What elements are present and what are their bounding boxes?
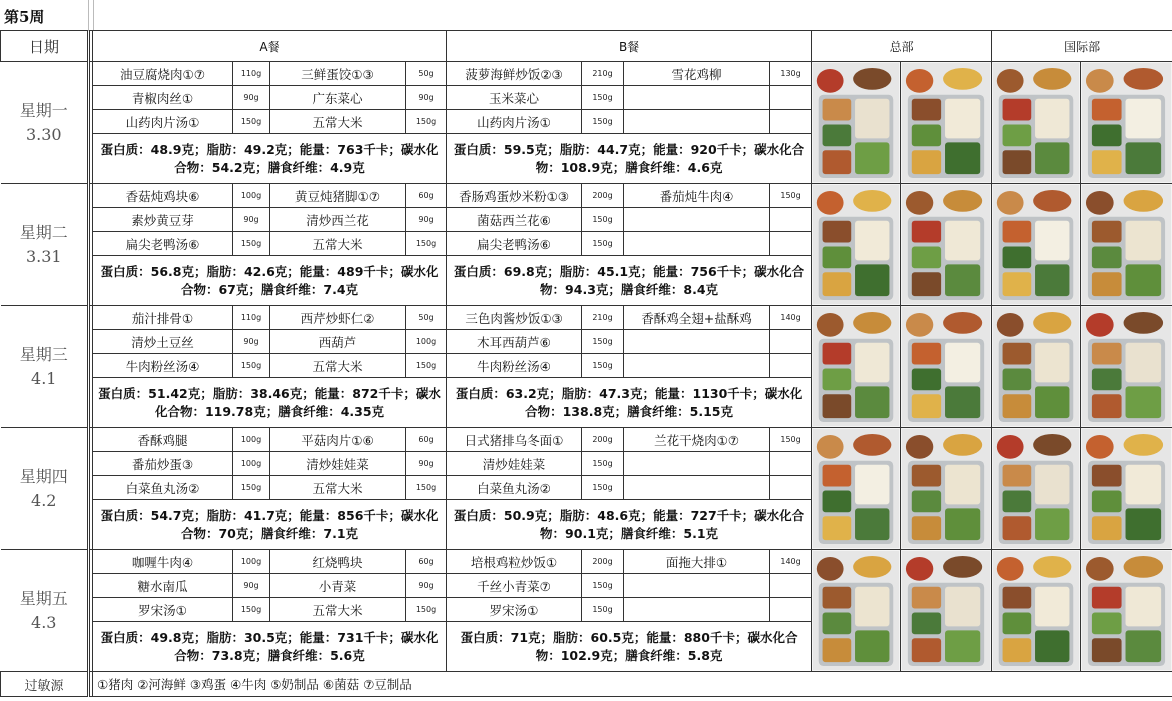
a-meal-dish: 西芹炒虾仁②: [270, 306, 406, 330]
hq-photo-a: [813, 551, 899, 670]
a-meal-weight: 150g: [406, 232, 447, 256]
dish-row: [1, 306, 1172, 330]
a-meal-weight: 60g: [406, 428, 447, 452]
a-meal-weight: 150g: [233, 232, 270, 256]
a-meal-dish: 五常大米: [270, 354, 406, 378]
b-meal-weight: 150g: [582, 598, 624, 622]
b-meal-weight: 140g: [770, 550, 812, 574]
a-meal-dish: 素炒黄豆芽: [93, 208, 233, 232]
day-name: 星期三: [19, 344, 68, 364]
hq-photo-a-cell: [812, 62, 901, 184]
hq-photo-a-cell: [812, 550, 901, 672]
a-meal-header: A餐: [93, 31, 447, 62]
a-meal-dish: 油豆腐烧肉①⑦: [93, 62, 233, 86]
a-meal-weight: 90g: [233, 330, 270, 354]
b-meal-dish: 香肠鸡蛋炒米粉①③: [447, 184, 582, 208]
b-meal-weight: 210g: [582, 306, 624, 330]
hq-photo-b-cell: [901, 428, 992, 550]
intl-photo-b: [1082, 307, 1171, 426]
a-meal-weight: 150g: [233, 354, 270, 378]
a-meal-nutrition: 蛋白质：56.8克；脂肪：42.6克；能量：489千卡；碳水化合物：67克；膳食纤维：7.4克: [93, 256, 447, 306]
b-meal-weight: 150g: [770, 428, 812, 452]
b-meal-weight: [770, 598, 812, 622]
a-meal-nutrition: 蛋白质：49.8克；脂肪：30.5克；能量：731千卡；碳水化合物：73.8克；膳食纤维：5.6克: [93, 622, 447, 672]
b-meal-dish: 罗宋汤①: [447, 598, 582, 622]
day-name: 星期一: [19, 100, 68, 120]
b-meal-dish: 千丝小青菜⑦: [447, 574, 582, 598]
b-meal-dish: [624, 232, 770, 256]
a-meal-nutrition: 蛋白质：54.7克；脂肪：41.7克；能量：856千卡；碳水化合物：70克；膳食纤维：7.1克: [93, 500, 447, 550]
day-cell: [1, 184, 89, 306]
b-meal-dish: [624, 574, 770, 598]
b-meal-dish: 玉米菜心: [447, 86, 582, 110]
intl-photo-a-cell: [992, 184, 1081, 306]
b-meal-weight: [770, 452, 812, 476]
intl-photo-a: [993, 429, 1079, 548]
b-meal-weight: [770, 110, 812, 134]
b-meal-dish: [624, 208, 770, 232]
a-meal-dish: 三鲜蛋饺①③: [270, 62, 406, 86]
a-meal-dish: 平菇肉片①⑥: [270, 428, 406, 452]
b-meal-dish: 三色肉酱炒饭①③: [447, 306, 582, 330]
a-meal-weight: 90g: [233, 86, 270, 110]
day-cell: [1, 306, 89, 428]
b-meal-weight: 150g: [582, 86, 624, 110]
a-meal-weight: 90g: [406, 86, 447, 110]
a-meal-nutrition: 蛋白质：51.42克；脂肪：38.46克；能量：872千卡；碳水化合物：119.78克；膳食纤维：4.35克: [93, 378, 447, 428]
b-meal-header: B餐: [447, 31, 812, 62]
a-meal-weight: 100g: [233, 550, 270, 574]
b-meal-dish: 白菜鱼丸汤②: [447, 476, 582, 500]
b-meal-dish: [624, 354, 770, 378]
hq-photo-b-cell: [901, 62, 992, 184]
menu-table: [0, 30, 1172, 697]
intl-photo-b: [1082, 551, 1171, 670]
hq-photo-a: [813, 307, 899, 426]
b-meal-dish: [624, 598, 770, 622]
intl-photo-a-cell: [992, 306, 1081, 428]
b-meal-dish: 香酥鸡全翅+盐酥鸡: [624, 306, 770, 330]
a-meal-weight: 150g: [406, 598, 447, 622]
a-meal-weight: 110g: [233, 306, 270, 330]
b-meal-weight: [770, 354, 812, 378]
b-meal-weight: 150g: [770, 184, 812, 208]
dish-row: [1, 428, 1172, 452]
a-meal-weight: 100g: [233, 184, 270, 208]
b-meal-weight: 150g: [582, 574, 624, 598]
a-meal-weight: 150g: [406, 476, 447, 500]
intl-photo-b-cell: [1081, 428, 1172, 550]
a-meal-weight: 150g: [406, 354, 447, 378]
a-meal-weight: 50g: [406, 306, 447, 330]
intl-photo-a-cell: [992, 550, 1081, 672]
a-meal-dish: 小青菜: [270, 574, 406, 598]
a-meal-dish: 咖喱牛肉④: [93, 550, 233, 574]
hq-photo-b: [902, 551, 990, 670]
a-meal-dish: 白菜鱼丸汤②: [93, 476, 233, 500]
b-meal-weight: [770, 574, 812, 598]
day-date: 4.1: [31, 368, 57, 388]
intl-photo-a-cell: [992, 428, 1081, 550]
b-meal-dish: 日式猪排乌冬面①: [447, 428, 582, 452]
intl-photo-a: [993, 307, 1079, 426]
a-meal-dish: 扁尖老鸭汤⑥: [93, 232, 233, 256]
b-meal-dish: [624, 330, 770, 354]
b-meal-nutrition: 蛋白质：63.2克；脂肪：47.3克；能量：1130千卡；碳水化合物：138.8克；膳食纤维：5.15克: [447, 378, 812, 428]
day-date: 4.3: [31, 612, 57, 632]
a-meal-weight: 90g: [406, 452, 447, 476]
a-meal-dish: 西葫芦: [270, 330, 406, 354]
b-meal-weight: [770, 232, 812, 256]
a-meal-dish: 广东菜心: [270, 86, 406, 110]
intl-photo-a-cell: [992, 62, 1081, 184]
b-meal-dish: 菌菇西兰花⑥: [447, 208, 582, 232]
a-meal-weight: 150g: [233, 476, 270, 500]
intl-photo-a: [993, 63, 1079, 182]
b-meal-weight: [770, 476, 812, 500]
hq-photo-b-cell: [901, 184, 992, 306]
b-meal-weight: 150g: [582, 476, 624, 500]
a-meal-dish: 牛肉粉丝汤④: [93, 354, 233, 378]
day-date: 3.31: [25, 246, 62, 266]
day-cell: [1, 550, 89, 672]
hq-photo-b-cell: [901, 550, 992, 672]
b-meal-weight: 140g: [770, 306, 812, 330]
day-date: 4.2: [31, 490, 57, 510]
b-meal-weight: 200g: [582, 550, 624, 574]
hq-photo-a-cell: [812, 428, 901, 550]
b-meal-nutrition: 蛋白质：69.8克；脂肪：45.1克；能量：756千卡；碳水化合物：94.3克；膳食纤维：8.4克: [447, 256, 812, 306]
b-meal-weight: 150g: [582, 110, 624, 134]
intl-photo-b-cell: [1081, 62, 1172, 184]
date-header: 日期: [1, 31, 89, 62]
intl-photo-b-cell: [1081, 306, 1172, 428]
b-meal-dish: 扁尖老鸭汤⑥: [447, 232, 582, 256]
b-meal-dish: [624, 110, 770, 134]
b-meal-weight: 200g: [582, 428, 624, 452]
b-meal-weight: 150g: [582, 330, 624, 354]
hq-photo-a: [813, 63, 899, 182]
intl-photo-b: [1082, 185, 1171, 304]
a-meal-weight: 100g: [406, 330, 447, 354]
a-meal-dish: 山药肉片汤①: [93, 110, 233, 134]
a-meal-nutrition: 蛋白质：48.9克；脂肪：49.2克；能量：763千卡；碳水化合物：54.2克；膳食纤维：4.9克: [93, 134, 447, 184]
a-meal-dish: 清炒土豆丝: [93, 330, 233, 354]
day-name: 星期四: [19, 466, 68, 486]
a-meal-dish: 清炒娃娃菜: [270, 452, 406, 476]
b-meal-dish: 山药肉片汤①: [447, 110, 582, 134]
week-title: 第5周: [4, 8, 45, 26]
b-meal-dish: 清炒娃娃菜: [447, 452, 582, 476]
b-meal-nutrition: 蛋白质：50.9克；脂肪：48.6克；能量：727千卡；碳水化合物：90.1克；膳食纤维：5.1克: [447, 500, 812, 550]
b-meal-dish: 牛肉粉丝汤④: [447, 354, 582, 378]
day-date: 3.30: [25, 124, 62, 144]
b-meal-dish: [624, 452, 770, 476]
a-meal-dish: 香酥鸡腿: [93, 428, 233, 452]
b-meal-dish: [624, 476, 770, 500]
hq-photo-b: [902, 429, 990, 548]
a-meal-weight: 150g: [233, 598, 270, 622]
allergy-legend: ①猪肉 ②河海鲜 ③鸡蛋 ④牛肉 ⑤奶制品 ⑥菌菇 ⑦豆制品: [93, 672, 1172, 697]
a-meal-weight: 150g: [406, 110, 447, 134]
b-meal-weight: [770, 330, 812, 354]
b-meal-weight: 150g: [582, 354, 624, 378]
a-meal-dish: 清炒西兰花: [270, 208, 406, 232]
a-meal-dish: 五常大米: [270, 476, 406, 500]
hq-photo-b: [902, 185, 990, 304]
b-meal-nutrition: 蛋白质：59.5克；脂肪：44.7克；能量：920千卡；碳水化合物：108.9克；膳食纤维：4.6克: [447, 134, 812, 184]
day-cell: [1, 428, 89, 550]
a-meal-weight: 90g: [406, 208, 447, 232]
b-meal-weight: [770, 86, 812, 110]
b-meal-dish: [624, 86, 770, 110]
hq-photo-b: [902, 307, 990, 426]
a-meal-dish: 红烧鸭块: [270, 550, 406, 574]
allergy-label: 过敏源: [1, 672, 89, 697]
b-meal-weight: 130g: [770, 62, 812, 86]
intl-photo-b-cell: [1081, 184, 1172, 306]
b-meal-weight: 200g: [582, 184, 624, 208]
a-meal-dish: 香菇炖鸡块⑥: [93, 184, 233, 208]
intl-photo-b: [1082, 429, 1171, 548]
a-meal-weight: 90g: [233, 574, 270, 598]
b-meal-weight: 150g: [582, 232, 624, 256]
a-meal-weight: 90g: [233, 208, 270, 232]
dish-row: [1, 62, 1172, 86]
a-meal-dish: 罗宋汤①: [93, 598, 233, 622]
title-separator: [88, 0, 94, 30]
b-meal-dish: 番茄炖牛肉④: [624, 184, 770, 208]
hq-photo-b-cell: [901, 306, 992, 428]
hq-header: 总部: [812, 31, 992, 62]
b-meal-weight: 150g: [582, 208, 624, 232]
a-meal-dish: 五常大米: [270, 232, 406, 256]
a-meal-weight: 60g: [406, 550, 447, 574]
day-name: 星期五: [19, 588, 68, 608]
b-meal-dish: 兰花干烧肉①⑦: [624, 428, 770, 452]
a-meal-dish: 番茄炒蛋③: [93, 452, 233, 476]
b-meal-dish: 木耳西葫芦⑥: [447, 330, 582, 354]
hq-photo-a-cell: [812, 184, 901, 306]
b-meal-dish: 面拖大排①: [624, 550, 770, 574]
hq-photo-b: [902, 63, 990, 182]
dish-row: [1, 550, 1172, 574]
hq-photo-a: [813, 429, 899, 548]
a-meal-dish: 五常大米: [270, 598, 406, 622]
a-meal-weight: 150g: [233, 110, 270, 134]
day-name: 星期二: [19, 222, 68, 242]
intl-photo-b: [1082, 63, 1171, 182]
b-meal-weight: 150g: [582, 452, 624, 476]
b-meal-weight: [770, 208, 812, 232]
intl-photo-b-cell: [1081, 550, 1172, 672]
a-meal-weight: 100g: [233, 428, 270, 452]
a-meal-dish: 五常大米: [270, 110, 406, 134]
a-meal-weight: 110g: [233, 62, 270, 86]
hq-photo-a-cell: [812, 306, 901, 428]
day-cell: [1, 62, 89, 184]
intl-photo-a: [993, 551, 1079, 670]
a-meal-dish: 茄汁排骨①: [93, 306, 233, 330]
b-meal-weight: 210g: [582, 62, 624, 86]
title-row: [0, 0, 1172, 31]
a-meal-dish: 青椒肉丝①: [93, 86, 233, 110]
hq-photo-a: [813, 185, 899, 304]
a-meal-weight: 90g: [406, 574, 447, 598]
b-meal-dish: 菠萝海鲜炒饭②③: [447, 62, 582, 86]
a-meal-weight: 100g: [233, 452, 270, 476]
b-meal-dish: 培根鸡粒炒饭①: [447, 550, 582, 574]
dish-row: [1, 184, 1172, 208]
intl-photo-a: [993, 185, 1079, 304]
allergy-row: [1, 672, 1172, 697]
b-meal-nutrition: 蛋白质：71克；脂肪：60.5克；能量：880千卡；碳水化合物：102.9克；膳食纤维：5.8克: [447, 622, 812, 672]
a-meal-dish: 黄豆炖猪脚①⑦: [270, 184, 406, 208]
header-row: [1, 31, 1172, 62]
a-meal-weight: 50g: [406, 62, 447, 86]
b-meal-dish: 雪花鸡柳: [624, 62, 770, 86]
a-meal-dish: 糖水南瓜: [93, 574, 233, 598]
intl-header: 国际部: [992, 31, 1172, 62]
a-meal-weight: 60g: [406, 184, 447, 208]
